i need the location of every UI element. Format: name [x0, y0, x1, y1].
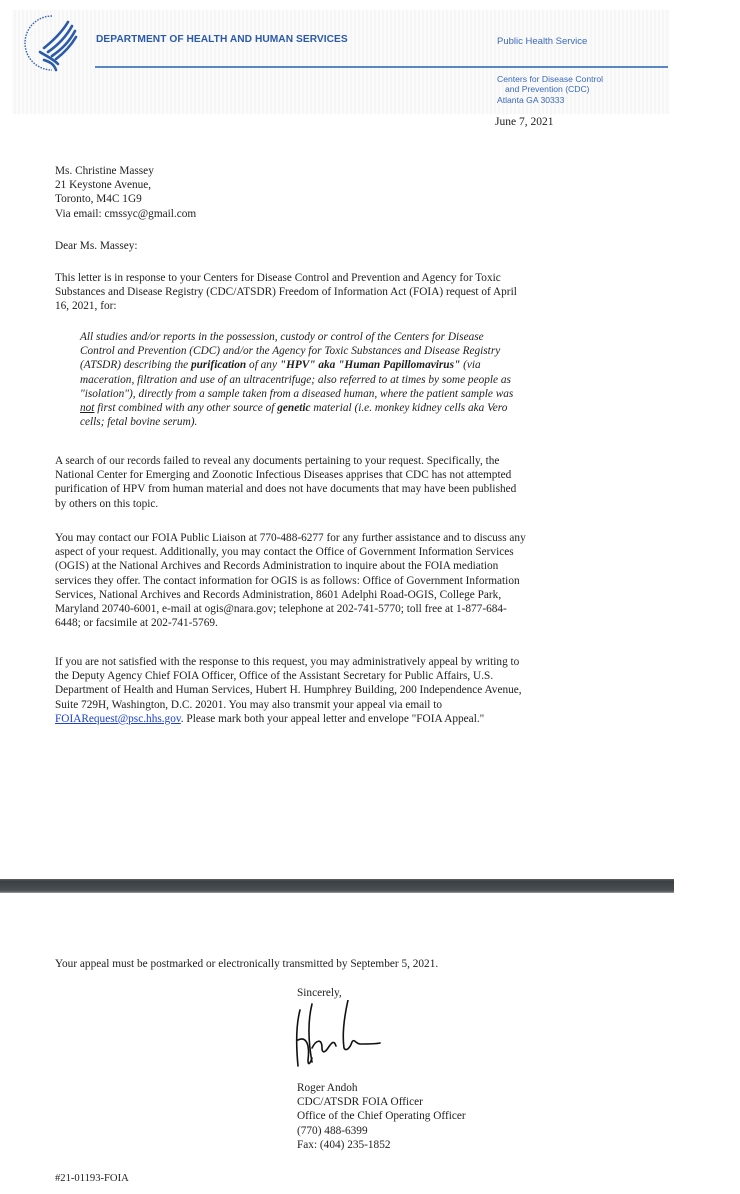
text-line: Control and Prevention (CDC) and/or the Agency for Toxic Substances and Disease Registry [80, 345, 501, 358]
emphasis-hpv: "HPV" aka "Human Papillomavirus" [279, 359, 461, 372]
text-span: (ATSDR) describing the [80, 359, 191, 372]
appeal-paragraph [55, 655, 675, 726]
recipient-street: 21 Keystone Avenue, [55, 179, 152, 192]
text-line: services they offer. The contact information for OGIS is as follows: Office of Government Information [55, 574, 520, 587]
text-line: Suite 729H, Washington, D.C. 20201. You may also transmit your appeal via email to [55, 698, 443, 711]
text-line: If you are not satisfied with the response to this request, you may administratively appeal by writing to [55, 656, 520, 668]
text-line: This letter is in response to your Centers for Disease Control and Prevention and Agency for Toxic [55, 272, 501, 284]
signatory-office: Office of the Chief Operating Officer [297, 1110, 466, 1123]
text-line: maceration, filtration and use of an ultracentrifuge; also referred to at times by some people as [80, 373, 511, 386]
text-line: All studies and/or reports in the possession, custody or control of the Centers for Disease [80, 331, 484, 343]
text-span: first combined with any other source of [94, 402, 278, 415]
text-line: Department of Health and Human Services, Hubert H. Humphrey Building, 200 Independence Avenue, [55, 684, 522, 697]
salutation: Dear Ms. Massey: [55, 240, 138, 252]
reference-number: #21-01193-FOIA [55, 1173, 129, 1184]
department-name: DEPARTMENT OF HEALTH AND HUMAN SERVICES [96, 34, 348, 45]
recipient-email: Via email: cmssyc@gmail.com [55, 207, 197, 220]
emphasis-purification: purification [190, 359, 247, 372]
text-line: by others on this topic. [55, 497, 159, 510]
text-line: 6448; or facsimile at 202-741-5769. [55, 617, 218, 630]
text-line: (OGIS) at the National Archives and Records Administration to inquire about the FOIA mediation [55, 560, 499, 573]
signatory-title: CDC/ATSDR FOIA Officer [297, 1096, 423, 1109]
text-line: 16, 2021, for: [55, 300, 117, 313]
text-line: Maryland 20740-6001, e-mail at ogis@nara.gov; telephone at 202-741-5770; toll free at 1-877-684- [55, 603, 507, 616]
recipient-city: Toronto, M4C 1G9 [55, 193, 142, 206]
text-line: National Center for Emerging and Zoonotic Infectious Diseases apprises that CDC has not attempted [55, 469, 512, 482]
request-quote [80, 330, 513, 429]
signatory-name: Roger Andoh [297, 1082, 358, 1094]
agency-line: Atlanta GA 30333 [497, 94, 565, 105]
intro-paragraph [55, 271, 675, 314]
page-separator [0, 879, 674, 893]
appeal-deadline: Your appeal must be postmarked or electronically transmitted by September 5, 2021. [55, 958, 439, 970]
hhs-eagle-seal-icon [22, 12, 84, 74]
text-line: "isolation"), directly from a sample taken from a diseased human, where the patient sample was [80, 387, 514, 400]
text-line [80, 401, 513, 415]
contact-paragraph [55, 531, 675, 630]
handwritten-signature-icon [286, 1000, 386, 1078]
emphasis-genetic: genetic [277, 402, 311, 415]
signatory-fax: Fax: (404) 235-1852 [297, 1138, 391, 1151]
text-span: (via [460, 359, 481, 372]
text-line: Substances and Disease Registry (CDC/ATSDR) Freedom of Information Act (FOIA) request of April [55, 286, 517, 299]
search-result-paragraph [55, 454, 675, 511]
text-line: A search of our records failed to reveal any documents pertaining to your request. Specifically, the [55, 455, 500, 467]
service-name: Public Health Service [497, 36, 588, 47]
text-line: cells; fetal bovine serum). [80, 416, 198, 429]
foia-email-link[interactable]: FOIARequest@psc.hhs.gov [55, 712, 181, 725]
agency-address [497, 74, 603, 105]
agency-line: and Prevention (CDC) [505, 84, 590, 95]
text-line [55, 712, 675, 726]
emphasis-not: not [80, 402, 95, 415]
signatory-block [297, 1081, 466, 1152]
text-line: aspect of your request. Additionally, you may contact the Office of Government Information Services [55, 546, 514, 559]
text-line: purification of HPV from human material and does not have documents that may have been published [55, 483, 517, 496]
text-line: Services, National Archives and Records Administration, 8601 Adelphi Road-OGIS, College Park, [55, 588, 502, 601]
recipient-address [55, 164, 196, 221]
agency-line: Centers for Disease Control [497, 74, 604, 84]
letterhead-rule [95, 66, 668, 68]
text-span: . Please mark both your appeal letter and envelope "FOIA Appeal." [180, 712, 485, 725]
text-line: the Deputy Agency Chief FOIA Officer, Office of the Assistant Secretary for Public Affairs, U.S. [55, 670, 494, 683]
text-span: material (i.e. monkey kidney cells aka Vero [310, 402, 508, 415]
text-line [80, 358, 513, 372]
text-line: You may contact our FOIA Public Liaison at 770-488-6277 for any further assistance and to discuss any [55, 532, 526, 544]
signatory-phone: (770) 488-6399 [297, 1124, 368, 1137]
letter-date: June 7, 2021 [495, 116, 554, 128]
recipient-name: Ms. Christine Massey [55, 165, 154, 177]
closing: Sincerely, [297, 987, 342, 999]
text-span: of any [246, 359, 280, 372]
